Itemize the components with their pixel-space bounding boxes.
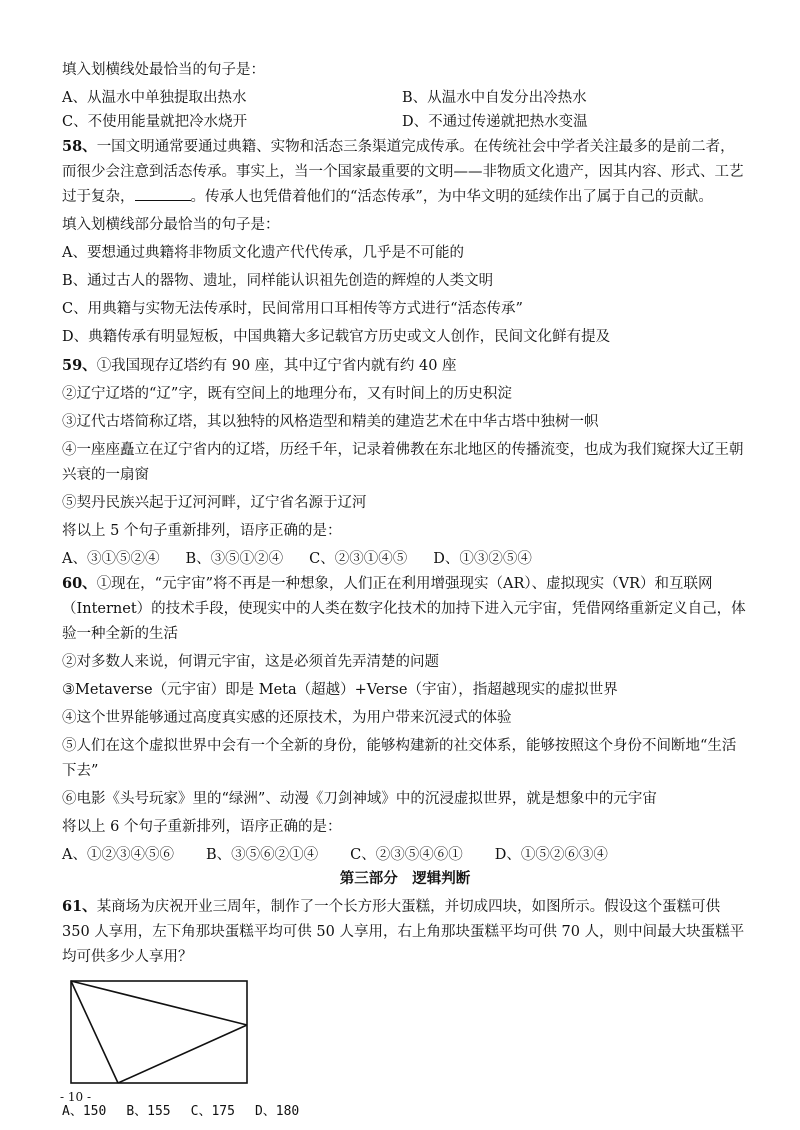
q61-stem — [62, 894, 748, 970]
q60-option-b: B、③⑤⑥②①④ — [205, 847, 319, 863]
q59-sentence-5: ⑤契丹民族兴起于辽河河畔，辽宁省名源于辽河 — [62, 495, 367, 511]
q58-option-d: D、典籍传承有明显短板，中国典籍大多记载官方历史或文人创作，民间文化鲜有提及 — [62, 329, 611, 345]
page-number: - 10 - — [60, 1090, 92, 1104]
q60-sentence-5: ⑤人们在这个虚拟世界中会有一个全新的身份，能够构建新的社交体系，能够按照这个身份不间断地“生活下去” — [62, 738, 737, 779]
q57-option-d: D、不通过传递就把热水变温 — [402, 114, 588, 130]
q60-prompt: 将以上 6 个句子重新排列，语序正确的是： — [62, 819, 342, 835]
q59-sentence-1-text: ①我国现存辽塔约有 90 座，其中辽宁省内就有约 40 座 — [96, 358, 457, 374]
cut-line-top-left — [71, 981, 247, 1025]
q60-option-a: A、①②③④⑤⑥ — [62, 847, 174, 863]
q60-options — [62, 843, 748, 864]
q58-number: 58、 — [62, 138, 97, 155]
q58-stem — [62, 134, 748, 210]
q61-number: 61、 — [62, 898, 97, 915]
q61-option-d: D、180 — [254, 1104, 300, 1119]
q61-stem-text: 某商场为庆祝开业三周年，制作了一个长方形大蛋糕，并切成四块，如图所示。假设这个蛋糕可供 350 人享用，左下角那块蛋糕平均可供 50 人享用，右上角那块蛋糕平均可供 70 人，则中间最大块蛋糕平均可供多少人享用？ — [62, 899, 745, 965]
q60-option-d: D、①⑤②⑥③④ — [494, 847, 608, 863]
q60-sentence-2: ②对多数人来说，何谓元宇宙，这是必须首先弄清楚的问题 — [62, 654, 439, 670]
q61-option-b: B、155 — [126, 1104, 171, 1119]
q60-number: 60、 — [62, 575, 97, 592]
q57-options-row1 — [62, 86, 748, 107]
q58-option-b: B、通过古人的器物、遗址，同样能认识祖先创造的辉煌的人类文明 — [62, 273, 494, 289]
q58-stem-part2: 。传承人也凭借着他们的“活态传承”，为中华文明的延续作出了属于自己的贡献。 — [190, 189, 713, 205]
q60-sentence-1-text: ①现在，“元宇宙”将不再是一种想象，人们正在利用增强现实（AR）、虚拟现实（VR）和互联网（Internet）的技术手段，使现实中的人类在数字化技术的加持下进入元宇宙，凭借网络重新定义自己，体验一种全新的生活 — [62, 576, 746, 642]
q58-option-c: C、用典籍与实物无法传承时，民间常用口耳相传等方式进行“活态传承” — [62, 301, 523, 317]
q61-options — [62, 1100, 748, 1119]
q57-options-row2 — [62, 110, 748, 131]
section-title: 第三部分 逻辑判断 — [339, 870, 471, 887]
cake-outline — [71, 981, 247, 1083]
q61-option-c: C、175 — [190, 1104, 235, 1119]
q59-option-d: D、①③②⑤④ — [433, 551, 532, 567]
q57-option-c: C、不使用能量就把冷水烧开 — [62, 114, 248, 130]
document-page — [62, 58, 748, 1119]
q60-sentence-3: ③Metaverse（元宇宙）即是 Meta（超越）+Verse（宇宙），指超越现实的虚拟世界 — [62, 682, 618, 698]
cut-line-left-bottom — [71, 981, 118, 1083]
q60-sentence-6: ⑥电影《头号玩家》里的“绿洲”、动漫《刀剑神域》中的沉浸虚拟世界，就是想象中的元宇宙 — [62, 791, 657, 807]
q59-sentence-2: ②辽宁辽塔的“辽”字，既有空间上的地理分布，又有时间上的历史积淀 — [62, 386, 512, 402]
q59-option-a: A、③①⑤②④ — [62, 551, 160, 567]
q59-sentence-3: ③辽代古塔简称辽塔，其以独特的风格造型和精美的建造艺术在中华古塔中独树一帜 — [62, 414, 599, 430]
cake-diagram — [70, 980, 256, 1090]
q59-options — [62, 547, 748, 568]
q58-blank — [135, 186, 191, 201]
q61-option-a: A、150 — [62, 1104, 107, 1119]
q60-sentence-4: ④这个世界能够通过高度真实感的还原技术，为用户带来沉浸式的体验 — [62, 710, 512, 726]
q60-option-c: C、②③⑤④⑥① — [350, 847, 463, 863]
q59-sentence-1 — [62, 353, 748, 379]
q57-option-b: B、从温水中自发分出冷热水 — [402, 90, 587, 106]
q59-sentence-4: ④一座座矗立在辽宁省内的辽塔，历经千年，记录着佛教在东北地区的传播流变，也成为我们窥探大辽王朝兴衰的一扇窗 — [62, 442, 744, 483]
q57-option-a: A、从温水中单独提取出热水 — [62, 90, 247, 106]
q60-sentence-1 — [62, 571, 748, 647]
q58-prompt: 填入划横线部分最恰当的句子是： — [62, 217, 280, 233]
q59-prompt: 将以上 5 个句子重新排列，语序正确的是： — [62, 523, 342, 539]
q58-stem-part1: 一国文明通常要通过典籍、实物和活态三条渠道完成传承。在传统社会中学者关注最多的是前二者，而很少会注意到活态传承。事实上，当一个国家最重要的文明——非物质文化遗产，因其内容、形式、工艺过于复杂， — [62, 139, 744, 205]
q58-option-a: A、要想通过典籍将非物质文化遗产代代传承，几乎是不可能的 — [62, 245, 464, 261]
q57-prompt: 填入划横线处最恰当的句子是： — [62, 62, 265, 78]
q59-option-c: C、②③①④⑤ — [309, 551, 408, 567]
q59-option-b: B、③⑤①②④ — [185, 551, 284, 567]
cut-line-bottom-right — [118, 1025, 247, 1083]
q59-number: 59、 — [62, 357, 97, 374]
